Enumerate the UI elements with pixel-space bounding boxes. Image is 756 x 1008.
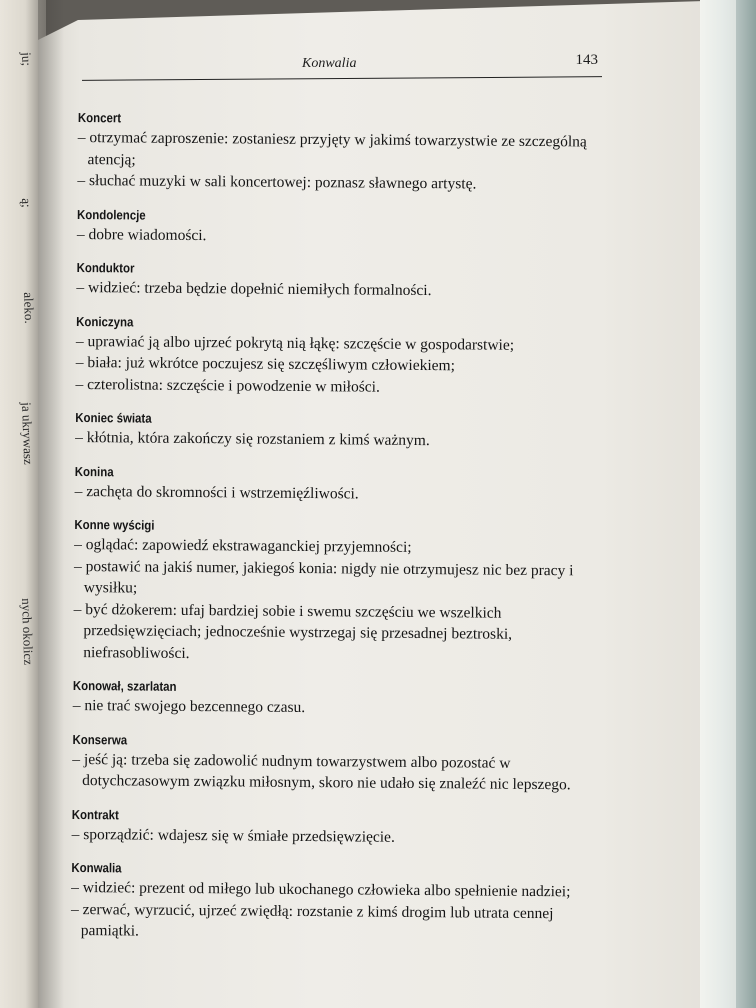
entry-line: – oglądać: zapowiedź ekstrawaganckiej przyjemności;: [74, 534, 614, 560]
left-page-fragment: ą;: [19, 198, 35, 208]
entry: [73, 676, 613, 721]
entry: [75, 311, 616, 399]
entry-headword: Konne wyścigi: [74, 516, 155, 533]
entry-headword: Kondolencje: [77, 206, 146, 223]
entry-headword: Konwalia: [71, 859, 122, 876]
entry: [71, 858, 612, 946]
entry-line: – jeść ją: trzeba się zadowolić nudnym towarzystwem albo pozostać w dotychczasowym związku miłosnym, skoro nie udało się znaleźć nic lepszego.: [72, 748, 612, 796]
entry-line: – widzieć: prezent od miłego lub ukochanego człowieka albo spełnienie nadziei;: [71, 877, 611, 903]
entry-line: – uprawiać ją albo ujrzeć pokrytą nią łąkę: szczęście w gospodarstwie;: [76, 330, 616, 356]
entry-line: – nie trać swojego bezcennego czasu.: [73, 695, 613, 721]
left-page-fragment: ju;: [19, 52, 35, 67]
left-page-fragment: aleko.: [21, 292, 38, 324]
entry-line: – biała: już wkrótce poczujesz się szczęśliwym człowiekiem;: [76, 352, 616, 378]
left-page-fragment: ja ukrywasz: [19, 402, 37, 465]
page-edge: [700, 0, 756, 1008]
entry-line: – być dżokerem: ufaj bardziej sobie i swemu szczęściu we wszelkich przedsięwzięciach; jednocześnie wystrzegaj się przesadnej beztroski, niefrasobliwości.: [73, 598, 614, 667]
page-header: [82, 50, 602, 80]
entry: [72, 804, 612, 849]
entry-headword: Koniczyna: [76, 313, 134, 329]
entry-headword: Kontrakt: [71, 806, 119, 822]
left-page-fragment: nych okolicz: [19, 598, 37, 666]
entry: [72, 729, 613, 796]
entry-headword: Konserwa: [72, 731, 128, 747]
entry-line: – kłótnia, która zakończy się rozstaniem z kimś ważnym.: [75, 427, 615, 453]
entry-line: – zerwać, wyrzucić, ujrzeć zwiędłą: rozstanie z kimś drogim lub utrata cennej pamiątki.: [71, 898, 611, 946]
entry-headword: Konina: [74, 463, 114, 479]
page-number: 143: [575, 52, 598, 68]
entry: [73, 515, 614, 668]
entry: [77, 108, 618, 196]
entry-headword: Koniec świata: [75, 409, 152, 426]
entry-line: – sporządzić: wdajesz się w śmiałe przedsięwzięcie.: [72, 823, 612, 849]
entry-line: – zachęta do skromności i wstrzemięźliwości.: [75, 480, 615, 506]
entry: [76, 258, 616, 303]
entry-line: – czterolistna: szczęście i powodzenie w miłości.: [75, 373, 615, 399]
entry-headword: Konował, szarlatan: [72, 677, 177, 694]
entry-line: – otrzymać zaproszenie: zostaniesz przyjęty w jakimś towarzystwie ze szczególną atencją;: [77, 127, 617, 175]
spine-shadow: [38, 0, 64, 1008]
entry: [77, 204, 617, 249]
entry-line: – dobre wiadomości.: [77, 223, 617, 249]
dictionary-entries: [71, 108, 618, 959]
entry-headword: Koncert: [77, 109, 122, 126]
running-title: Konwalia: [302, 56, 357, 71]
entry-line: – postawić na jakiś numer, jakiegoś konia: nigdy nie otrzymujesz nic bez pracy i wysiłku;: [74, 555, 614, 603]
entry: [75, 408, 615, 453]
entry-line: – widzieć: trzeba będzie dopełnić niemiłych formalności.: [76, 277, 616, 303]
entry: [75, 461, 615, 506]
entry-headword: Konduktor: [76, 259, 135, 276]
entry-line: – słuchać muzyki w sali koncertowej: poznasz sławnego artystę.: [77, 170, 617, 196]
